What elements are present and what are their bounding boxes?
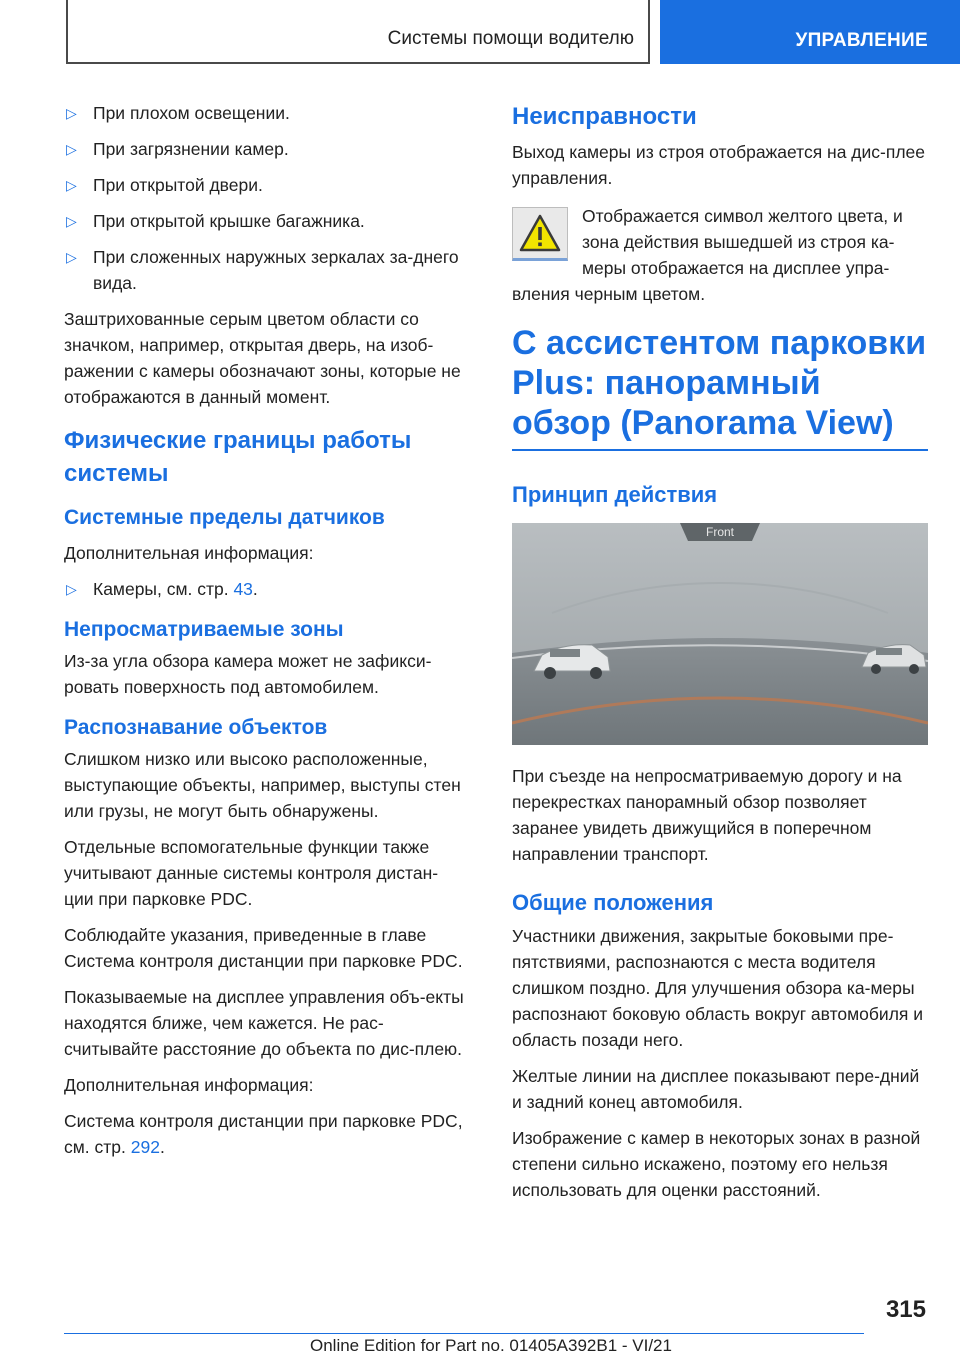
- header-section-title: [66, 0, 650, 64]
- more-info-label: Дополнительная информация:: [64, 543, 314, 563]
- panorama-view-image: [512, 523, 928, 745]
- recognition-paragraph-1: Слишком низко или высоко расположенные, выступающие объекты, например, выступы стен или грузы, не могут быть обнаружены.: [64, 749, 461, 821]
- warning-triangle-icon: [512, 207, 568, 261]
- faults-heading: Неисправности: [512, 103, 697, 130]
- blind-zones-paragraph: Из-за угла обзора камера может не зафикси-ровать поверхность под автомобилем.: [64, 651, 432, 697]
- hatched-areas-paragraph: Заштрихованные серым цветом области со значком, например, открытая дверь, на изоб-ражении с камеры обозначают зоны, которые не отображаются в данный момент.: [64, 309, 461, 407]
- condition-list: [64, 100, 464, 296]
- footer-divider: [64, 1333, 864, 1334]
- principle-paragraph: При съезде на непросматриваемую дорогу и на перекрестках панорамный обзор позволяет заранее увидеть движущийся в поперечном направлении транспорт.: [512, 766, 902, 864]
- recognition-paragraph-3: Соблюдайте указания, приведенные в главе Система контроля дистанции при парковке PDC.: [64, 925, 463, 971]
- right-column: [512, 100, 928, 1213]
- triangle-bullet-icon: ▷: [66, 213, 77, 229]
- panorama-view-title: С ассистентом парковки Plus: панорамный обзор (Panorama View): [512, 323, 928, 451]
- edition-footer: Online Edition for Part no. 01405A392B1 - VI/21: [310, 1336, 672, 1355]
- page-number: 315: [885, 1296, 926, 1323]
- triangle-bullet-icon: ▷: [66, 249, 77, 265]
- general-paragraph-2: Желтые линии на дисплее показывают пере-дний и задний конец автомобиля.: [512, 1066, 920, 1112]
- section-title-text: Системы помощи водителю: [387, 28, 634, 49]
- principle-heading: Принцип действия: [512, 482, 718, 507]
- warning-note: [512, 203, 928, 307]
- pdc-reference-paragraph: Система контроля дистанции при парковке PDC, см. стр. 292.: [64, 1111, 463, 1157]
- warning-text: Отображается символ желтого цвета, и зона действия вышедшей из строя ка-меры отображается на дисплее упра-вления черным цветом.: [512, 206, 903, 304]
- recognition-paragraph-2: Отдельные вспомогательные функции также учитывают данные системы контроля дистан-ции при парковке PDC.: [64, 837, 439, 909]
- triangle-bullet-icon: ▷: [66, 105, 77, 121]
- general-paragraph-3: Изображение с камер в некоторых зонах в разной степени сильно искажено, поэтому его нельзя использовать для оценки расстояний.: [512, 1128, 921, 1200]
- blind-zones-heading: Непросматриваемые зоны: [64, 618, 344, 641]
- general-heading: Общие положения: [512, 890, 714, 915]
- list-item: ▷ При плохом освещении.: [64, 100, 464, 126]
- sensor-limits-heading: Системные пределы датчиков: [64, 506, 385, 529]
- camera-ref-list: [64, 576, 464, 602]
- faults-paragraph: Выход камеры из строя отображается на дис-плее управления.: [512, 142, 926, 188]
- more-info-label-2: Дополнительная информация:: [64, 1075, 314, 1095]
- page-link-43[interactable]: 43: [233, 579, 253, 599]
- recognition-paragraph-4: Показываемые на дисплее управления объ-екты находятся ближе, чем кажется. Не рас-считывайте расстояние до объекта по дис-плею.: [64, 987, 464, 1059]
- front-label: Front: [706, 525, 735, 539]
- left-column: [64, 100, 464, 1170]
- limits-heading: Физические границы работы системы: [64, 427, 412, 487]
- list-item: ▷ При открытой двери.: [64, 172, 464, 198]
- list-item: ▷ При сложенных наружных зеркалах за-днего вида.: [64, 244, 464, 296]
- triangle-bullet-icon: ▷: [66, 581, 77, 597]
- object-recognition-heading: Распознавание объектов: [64, 716, 328, 739]
- page-link-292[interactable]: 292: [130, 1137, 160, 1157]
- general-paragraph-1: Участники движения, закрытые боковыми пре-пятствиями, распознаются с места водителя слишком поздно. Для улучшения обзора ка-меры распознают боковую область вокруг автомобиля и область позади него.: [512, 926, 924, 1050]
- header-chapter-tab[interactable]: [660, 0, 960, 64]
- list-item: ▷ При загрязнении камер.: [64, 136, 464, 162]
- list-item: ▷ При открытой крышке багажника.: [64, 208, 464, 234]
- triangle-bullet-icon: ▷: [66, 177, 77, 193]
- list-item: ▷ Камеры, см. стр. 43.: [64, 576, 464, 602]
- chapter-title-text: УПРАВЛЕНИЕ: [795, 30, 928, 51]
- triangle-bullet-icon: ▷: [66, 141, 77, 157]
